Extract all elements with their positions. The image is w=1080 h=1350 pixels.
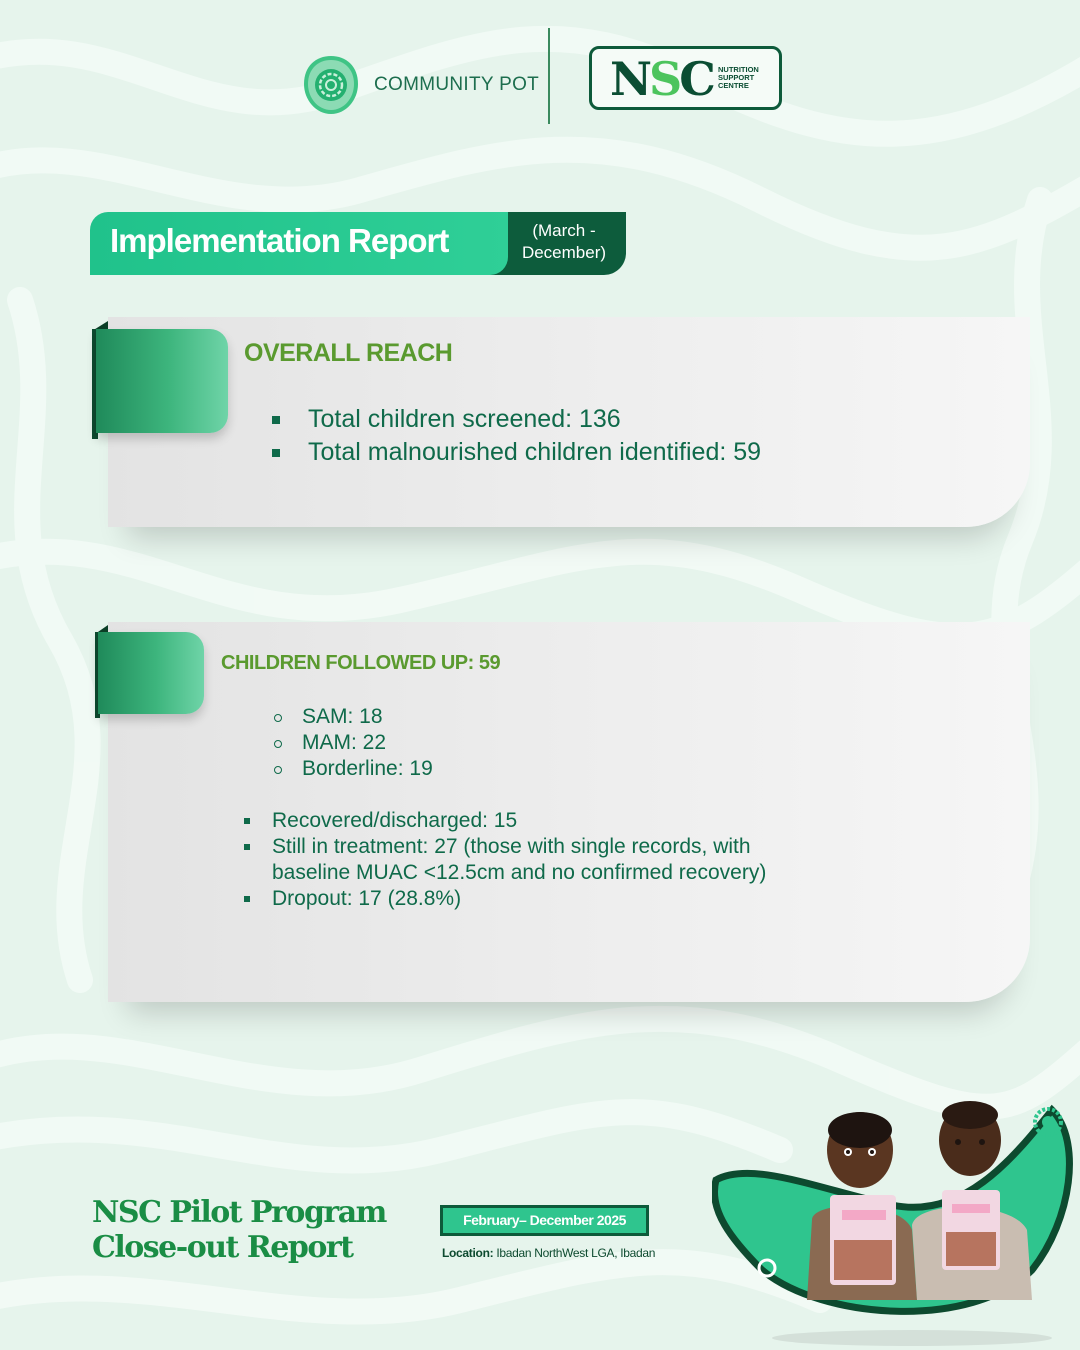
header-divider [548,28,550,124]
header [0,0,1080,140]
location-label: Location: [442,1246,494,1260]
nsc-logo-letters: NSC [610,52,713,106]
title-banner [90,212,626,275]
location-value: Ibadan NorthWest LGA, Ibadan [496,1246,656,1260]
list-item: Still in treatment: 27 (those with single records, with baseline MUAC <12.5cm and no confirmed recovery) [243,834,803,886]
follow-up-outcomes [243,808,803,912]
date-range: February– December 2025 [443,1208,646,1233]
list-item: Borderline: 19 [272,756,433,782]
nsc-logo [589,46,782,110]
community-pot-logo-icon [300,54,362,116]
nsc-logo-subtitle: NUTRITION SUPPORT CENTRE [718,65,759,90]
follow-up-heading: CHILDREN FOLLOWED UP: 59 [221,652,501,674]
list-item: Dropout: 17 (28.8%) [243,886,803,912]
list-item: MAM: 22 [272,730,433,756]
community-pot-label: COMMUNITY POT [374,74,540,95]
children-illustration [712,1100,1080,1350]
date-badge [440,1205,649,1236]
title-main-box [90,212,508,275]
page-title: Implementation Report [110,222,449,259]
list-item: Total children screened: 136 [272,404,761,437]
overall-reach-tab [96,329,228,433]
list-item: SAM: 18 [272,704,433,730]
overall-reach-heading: OVERALL REACH [244,339,453,367]
list-item: Total malnourished children identified: 59 [272,437,761,470]
location-line [442,1246,655,1260]
list-item: Recovered/discharged: 15 [243,808,803,834]
overall-reach-list [272,404,761,470]
title-period: (March - December) [521,221,607,262]
footer-title: NSC Pilot Program Close-out Report [92,1195,386,1265]
follow-up-categories [272,704,433,782]
follow-up-tab [98,632,204,714]
